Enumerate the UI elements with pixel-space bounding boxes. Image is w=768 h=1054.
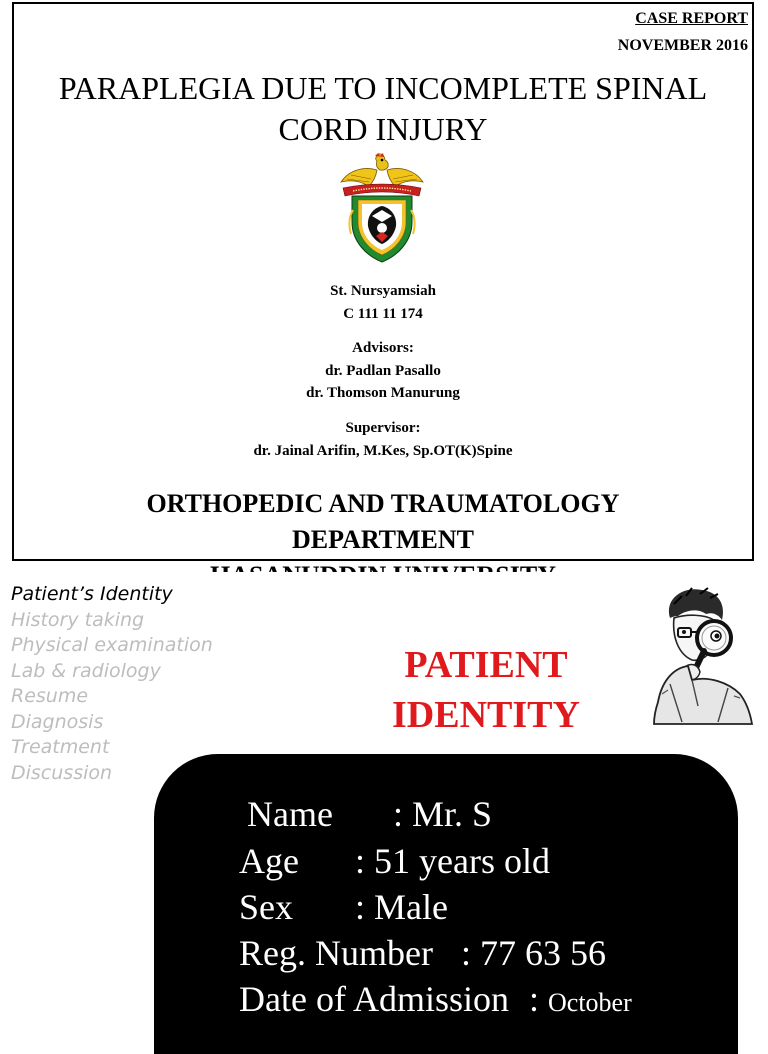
sex-value: : Male — [355, 887, 448, 927]
university-seal-icon — [339, 152, 425, 264]
admission-value-month: October — [548, 988, 632, 1017]
agenda-list — [11, 582, 213, 786]
admission-label: Date of Admission — [239, 979, 509, 1019]
agenda-item-lab-radiology: Lab & radiology — [11, 659, 161, 682]
section-title-line-2: IDENTITY — [392, 694, 580, 736]
report-title — [14, 68, 752, 150]
section-title-line-1: PATIENT — [404, 644, 568, 686]
reg-number-value: : 77 63 56 — [461, 933, 607, 973]
advisors-heading: Advisors: — [352, 340, 414, 356]
sex-label: Sex — [239, 887, 293, 927]
advisor-name: dr. Padlan Pasallo — [325, 362, 441, 379]
identity-row-sex — [239, 887, 448, 927]
identity-row-name — [247, 794, 492, 834]
patient-identity-slide — [0, 572, 768, 1024]
patient-identity-panel — [154, 754, 738, 1054]
author-name: St. Nursyamsiah — [330, 283, 436, 299]
author-student-id: C 111 11 174 — [343, 305, 423, 322]
age-value: : 51 years old — [355, 841, 550, 881]
age-label: Age — [239, 841, 299, 881]
agenda-item-history-taking: History taking — [11, 608, 145, 631]
report-title-line-1: PARAPLEGIA DUE TO INCOMPLETE SPINAL — [58, 70, 708, 106]
author-block — [14, 280, 752, 325]
identity-row-admission — [239, 979, 632, 1023]
cover-slide — [12, 2, 754, 561]
advisors-block — [14, 337, 752, 405]
reg-number-label: Reg. Number — [239, 933, 433, 973]
report-date: NOVEMBER 2016 — [617, 37, 748, 54]
identity-row-age — [239, 841, 550, 881]
agenda-item-patient-identity: Patient’s Identity — [11, 583, 173, 605]
supervisor-name: dr. Jainal Arifin, M.Kes, Sp.OT(K)Spine — [253, 442, 513, 459]
agenda-item-resume: Resume — [11, 685, 89, 707]
name-value: : Mr. S — [393, 794, 493, 834]
supervisor-block — [14, 417, 752, 462]
supervisor-heading: Supervisor: — [345, 420, 421, 436]
section-title — [350, 640, 622, 740]
agenda-item-diagnosis: Diagnosis — [11, 710, 104, 733]
agenda-item-physical-examination: Physical examination — [11, 634, 213, 656]
department-line-2: DEPARTMENT — [291, 525, 475, 554]
name-label: Name — [247, 794, 333, 834]
identity-row-reg-number — [239, 933, 606, 973]
case-report-label: CASE REPORT — [635, 10, 748, 27]
agenda-item-treatment: Treatment — [11, 736, 110, 758]
advisor-name: dr. Thomson Manurung — [306, 385, 460, 401]
report-title-line-2: CORD INJURY — [278, 111, 488, 147]
admission-value: : — [529, 979, 549, 1019]
department-line-1: ORTHOPEDIC AND TRAUMATOLOGY — [146, 489, 620, 518]
detective-magnifier-icon — [648, 584, 754, 724]
agenda-item-discussion: Discussion — [11, 761, 113, 784]
